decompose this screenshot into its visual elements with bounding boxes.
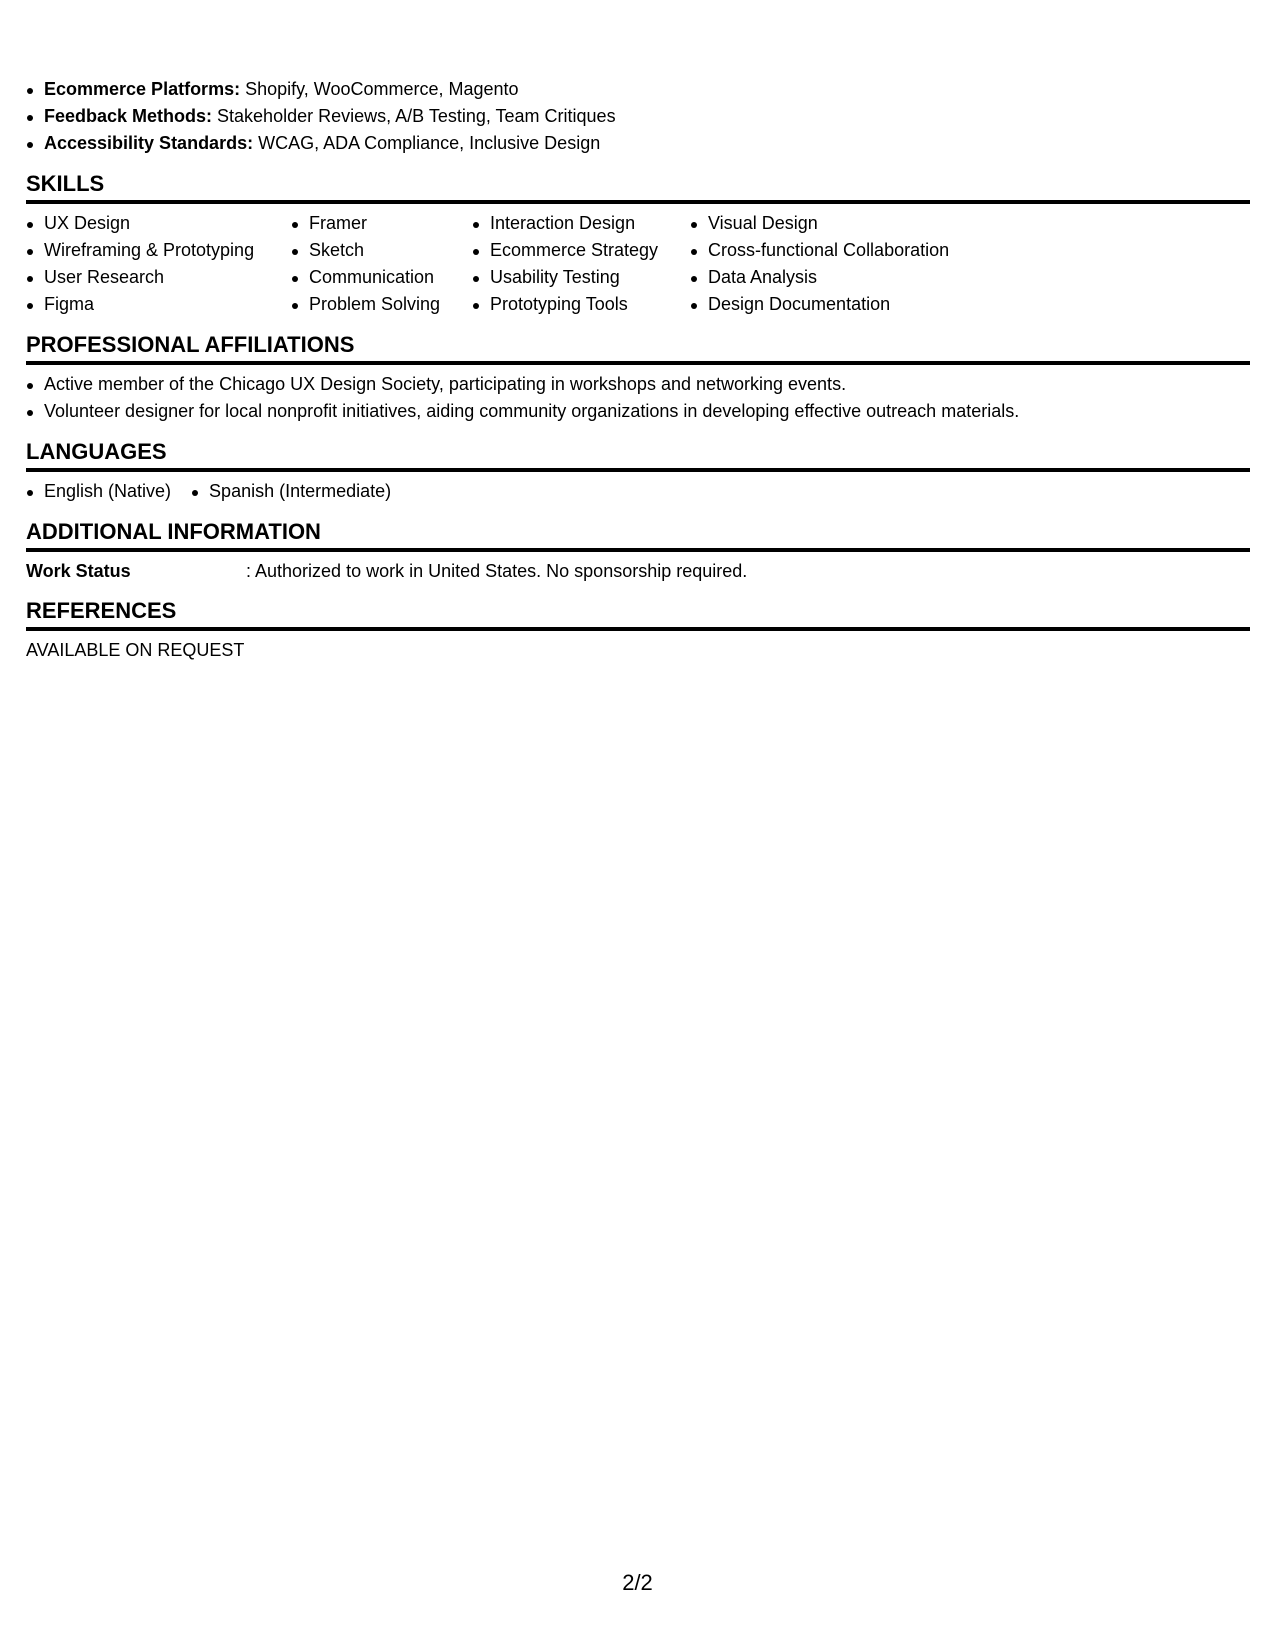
list-item: Usability Testing bbox=[472, 264, 690, 291]
skills-grid bbox=[26, 210, 1250, 318]
skills-column bbox=[26, 210, 291, 318]
work-status-row bbox=[26, 558, 1250, 584]
skills-column bbox=[472, 210, 690, 318]
references-text: AVAILABLE ON REQUEST bbox=[26, 640, 245, 660]
list-item: Sketch bbox=[291, 237, 472, 264]
item-value: WCAG, ADA Compliance, Inclusive Design bbox=[253, 133, 601, 153]
item-value: Shopify, WooCommerce, Magento bbox=[240, 79, 519, 99]
list-item: Ecommerce Strategy bbox=[472, 237, 690, 264]
list-item: UX Design bbox=[26, 210, 291, 237]
list-item: Wireframing & Prototyping bbox=[26, 237, 291, 264]
languages-list bbox=[26, 478, 1250, 505]
work-status-value: : Authorized to work in United States. No sponsorship required. bbox=[246, 561, 748, 581]
section-title: SKILLS bbox=[26, 171, 1250, 204]
section-title: PROFESSIONAL AFFILIATIONS bbox=[26, 332, 1250, 365]
list-item: English (Native) bbox=[26, 478, 171, 505]
work-status-label: Work Status bbox=[26, 561, 131, 581]
item-value: Stakeholder Reviews, A/B Testing, Team Critiques bbox=[212, 106, 616, 126]
list-item: Active member of the Chicago UX Design Society, participating in workshops and networking events. bbox=[26, 371, 1250, 398]
section-title: REFERENCES bbox=[26, 598, 1250, 631]
list-item: Visual Design bbox=[690, 210, 990, 237]
list-item: Design Documentation bbox=[690, 291, 990, 318]
item-label: Feedback Methods: bbox=[44, 106, 213, 126]
list-item: Spanish (Intermediate) bbox=[191, 478, 391, 505]
list-item: Prototyping Tools bbox=[472, 291, 690, 318]
resume-page bbox=[26, 76, 1250, 663]
references-section bbox=[26, 598, 1250, 663]
affiliations-section bbox=[26, 332, 1250, 425]
item-label: Ecommerce Platforms: bbox=[44, 79, 241, 99]
affiliations-list bbox=[26, 371, 1250, 425]
skills-column bbox=[690, 210, 990, 318]
list-item bbox=[26, 103, 1250, 130]
additional-info-section bbox=[26, 519, 1250, 584]
list-item: Volunteer designer for local nonprofit initiatives, aiding community organizations in developing effective outreach materials. bbox=[26, 398, 1250, 425]
list-item: Figma bbox=[26, 291, 291, 318]
item-label: Accessibility Standards: bbox=[44, 133, 254, 153]
list-item bbox=[26, 130, 1250, 157]
list-item: Framer bbox=[291, 210, 472, 237]
section-title: ADDITIONAL INFORMATION bbox=[26, 519, 1250, 552]
tools-list bbox=[26, 76, 1250, 157]
list-item: User Research bbox=[26, 264, 291, 291]
list-item: Problem Solving bbox=[291, 291, 472, 318]
list-item bbox=[26, 76, 1250, 103]
section-title: LANGUAGES bbox=[26, 439, 1250, 472]
list-item: Communication bbox=[291, 264, 472, 291]
list-item: Data Analysis bbox=[690, 264, 990, 291]
list-item: Cross-functional Collaboration bbox=[690, 237, 990, 264]
skills-section bbox=[26, 171, 1250, 318]
page-number: 2/2 bbox=[622, 1570, 653, 1595]
skills-column bbox=[291, 210, 472, 318]
list-item: Interaction Design bbox=[472, 210, 690, 237]
languages-section bbox=[26, 439, 1250, 505]
